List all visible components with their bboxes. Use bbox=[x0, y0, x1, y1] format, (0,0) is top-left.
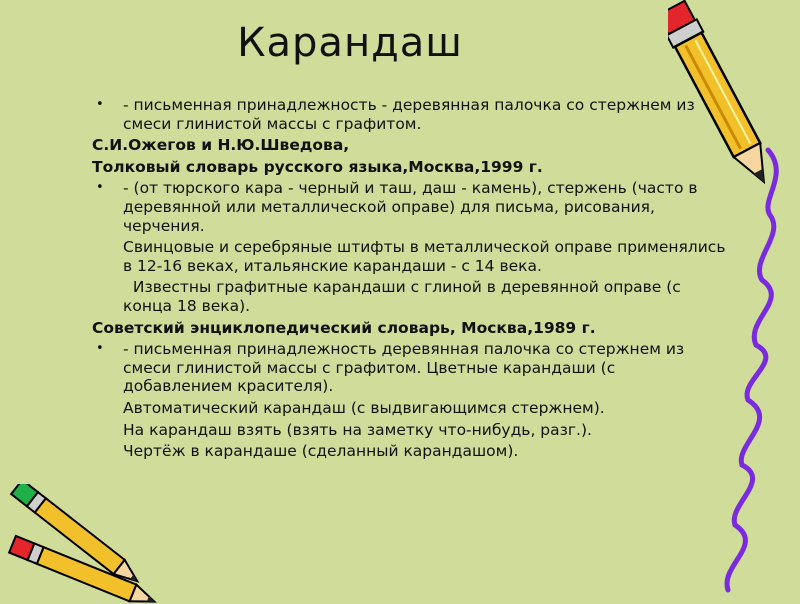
indented-paragraph: Автоматический карандаш (с выдвигающимся стержнем). bbox=[123, 398, 605, 417]
indented-paragraph: Свинцовые и серебряные штифты в металлической оправе применялись в 12-16 веках, итальянские карандаши - с 14 века. bbox=[123, 238, 726, 275]
source-line: Советский энциклопедический словарь, Москва,1989 г. bbox=[92, 318, 596, 337]
bullet-icon: • bbox=[96, 97, 104, 112]
bullet-paragraph: • - (от тюрского кара - черный и таш, даш - камень), стержень (часто в деревянной или металлической оправе) для письма, рисования, черчения. bbox=[96, 179, 698, 235]
bullet-paragraph: • - письменная принадлежность - деревянная палочка со стержнем из смеси глинистой массы с графитом. bbox=[96, 96, 695, 133]
slide-body bbox=[88, 96, 728, 464]
indented-paragraph: Чертёж в карандаше (сделанный карандашом). bbox=[123, 442, 519, 461]
bullet-icon: • bbox=[96, 180, 104, 196]
indented-paragraph: На карандаш взять (взять на заметку что-нибудь, разг.). bbox=[123, 420, 592, 439]
source-line: Толковый словарь русского языка,Москва,1999 г. bbox=[92, 157, 543, 176]
bullet-paragraph: • - письменная принадлежность деревянная палочка со стержнем из смеси глинистой массы с графитом. Цветные карандаши (с добавлением красителя). bbox=[96, 340, 685, 396]
slide-title: Карандаш bbox=[237, 20, 463, 66]
bullet-icon: • bbox=[96, 341, 104, 357]
indented-paragraph: Известны графитные карандаши с глиной в деревянной оправе (с конца 18 века). bbox=[123, 278, 686, 315]
pencils-icon bbox=[0, 484, 180, 604]
source-line: С.И.Ожегов и Н.Ю.Шведова, bbox=[92, 136, 350, 155]
